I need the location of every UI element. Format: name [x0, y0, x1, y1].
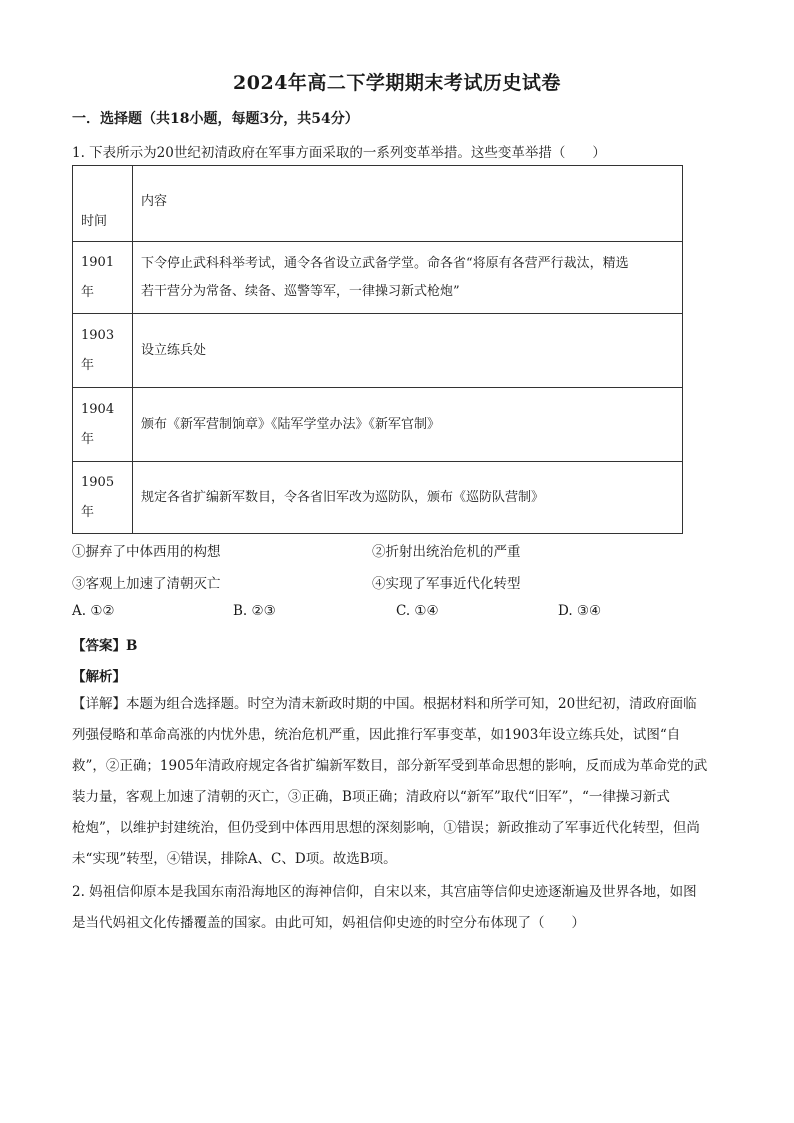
analysis-detail [72, 689, 724, 875]
row-content-cell [133, 388, 683, 462]
detail-line: 未“实现”转型，④错误，排除A、C、D项。故选B项。 [72, 851, 397, 867]
choice-b: B. ②③ [233, 603, 276, 619]
row-content-cell [133, 314, 683, 388]
statement-option-3: ③客观上加速了清朝灭亡 [72, 576, 221, 592]
row-year-cell [73, 462, 133, 534]
row-content-line: 规定各省扩编新军数目，令各省旧军改为巡防队，颁布《巡防队营制》 [141, 489, 545, 505]
row-content-cell [133, 462, 683, 534]
row-year-unit: 年 [81, 357, 95, 373]
q2-line: 是当代妈祖文化传播覆盖的国家。由此可知，妈祖信仰史迹的时空分布体现了（ ） [72, 915, 585, 931]
statement-option-1: ①摒弃了中体西用的构想 [72, 544, 221, 560]
statement-option-4: ④实现了军事近代化转型 [372, 576, 521, 592]
question-2-stem [72, 877, 724, 939]
row-year-cell [73, 388, 133, 462]
detail-line: 装力量，客观上加速了清朝的灭亡，③正确，B项正确；清政府以“新军”取代“旧军”，“一律操习新式 [72, 789, 670, 805]
row-year-unit: 年 [81, 284, 95, 300]
section-heading: 一．选择题（共18小题，每题3分，共54分） [72, 111, 359, 127]
table-row [73, 462, 683, 534]
row-content-line: 颁布《新军营制饷章》《陆军学堂办法》《新军官制》 [141, 416, 441, 432]
row-content-line: 设立练兵处 [141, 342, 207, 358]
page-title: 2024年高二下学期期末考试历史试卷 [233, 72, 561, 94]
row-year-cell [73, 242, 133, 314]
row-content-line: 若干营分为常备、续备、巡警等军，一律操习新式枪炮” [141, 283, 460, 299]
question-1-stem: 1. 下表所示为20世纪初清政府在军事方面采取的一系列变革举措。这些变革举措（ ） [72, 145, 606, 161]
choice-a: A. ①② [72, 603, 115, 619]
table-row [73, 388, 683, 462]
table-row [73, 242, 683, 314]
choice-c: C. ①④ [396, 603, 439, 619]
row-year: 1904 [81, 401, 115, 417]
analysis-label: 【解析】 [72, 669, 126, 685]
header-content: 内容 [133, 166, 683, 242]
row-year: 1905 [81, 474, 115, 490]
answer-label: 【答案】B [72, 638, 138, 654]
detail-line: 【详解】本题为组合选择题。时空为清末新政时期的中国。根据材料和所学可知，20世纪初，清政府面临 [72, 696, 697, 712]
row-year: 1901 [81, 254, 115, 270]
q2-line: 2. 妈祖信仰原本是我国东南沿海地区的海神信仰，自宋以来，其宫庙等信仰史迹逐渐遍及世界各地，如图 [72, 884, 697, 900]
row-year: 1903 [81, 327, 115, 343]
choice-d: D. ③④ [558, 603, 602, 619]
detail-line: 救”，②正确；1905年清政府规定各省扩编新军数目，部分新军受到革命思想的影响，反而成为革命党的武 [72, 758, 708, 774]
row-year-cell [73, 314, 133, 388]
row-year-unit: 年 [81, 504, 95, 520]
detail-line: 列强侵略和革命高涨的内忧外患，统治危机严重，因此推行军事变革，如1903年设立练兵处，试图“自 [72, 727, 681, 743]
detail-line: 枪炮”，以维护封建统治，但仍受到中体西用思想的深刻影响，①错误；新政推动了军事近代化转型，但尚 [72, 820, 700, 836]
table-header-row [73, 166, 683, 242]
reform-table [72, 165, 683, 534]
row-content-cell [133, 242, 683, 314]
row-year-unit: 年 [81, 431, 95, 447]
statement-option-2: ②折射出统治危机的严重 [372, 544, 521, 560]
row-content-line: 下令停止武科科举考试，通令各省设立武备学堂。命各省“将原有各营严行裁汰，精选 [141, 255, 629, 271]
table-row [73, 314, 683, 388]
header-time: 时间 [73, 166, 133, 242]
